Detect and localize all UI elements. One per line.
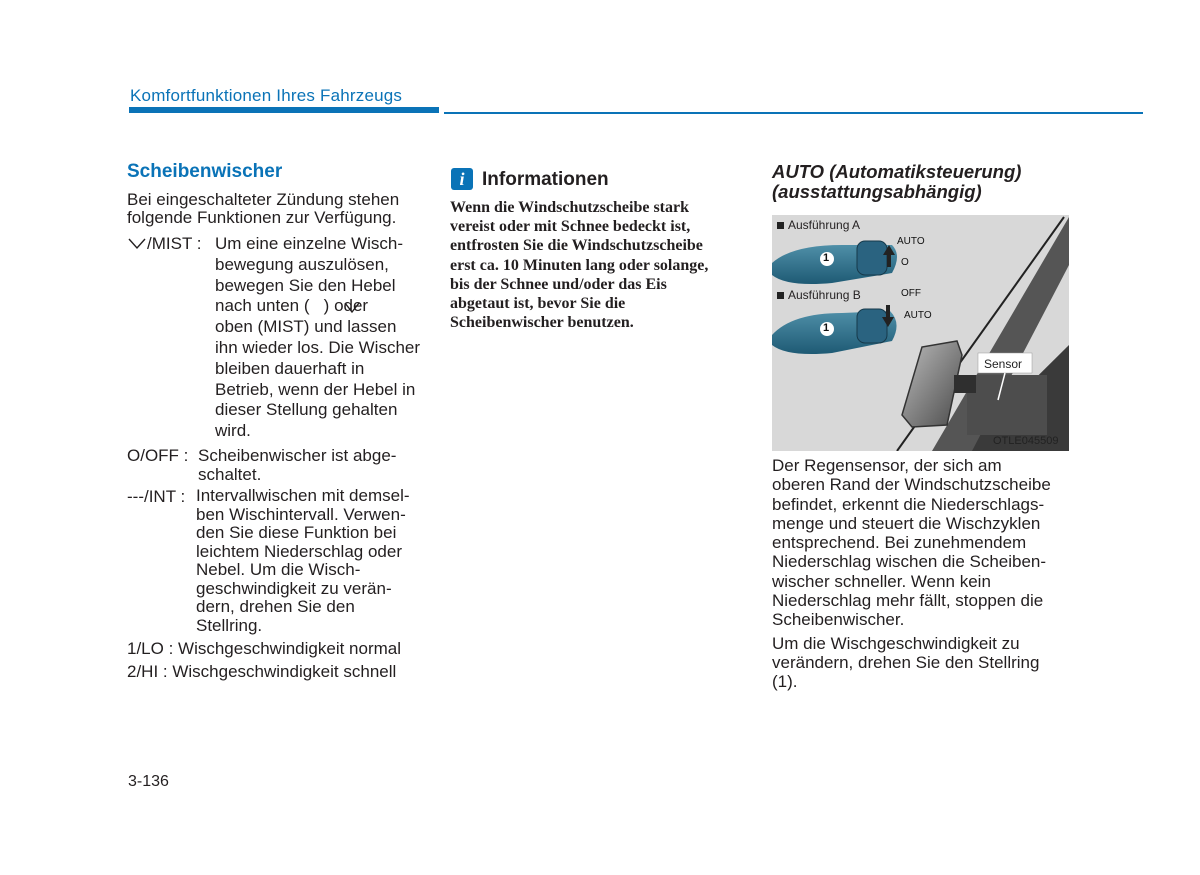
lever-a-auto-label: AUTO xyxy=(897,236,925,247)
int-line: ben Wischintervall. Verwen- xyxy=(196,504,406,524)
lever-b-off-label: OFF xyxy=(901,288,921,299)
info-line: bis der Schnee und/oder das Eis xyxy=(450,275,667,293)
info-line: erst ca. 10 Minuten lang oder solange, xyxy=(450,256,709,274)
header-rule-thin xyxy=(444,112,1143,114)
variant-b-label: Ausführung B xyxy=(777,288,861,302)
running-header: Komfortfunktionen Ihres Fahrzeugs xyxy=(130,86,403,105)
para1-line: menge und steuert die Wischzyklen xyxy=(772,513,1041,533)
off-line: Scheibenwischer ist abge- xyxy=(198,446,397,465)
auto-heading xyxy=(772,162,1072,202)
bullet-square-icon xyxy=(777,292,784,299)
chevron-down-icon xyxy=(127,236,147,250)
mist-line: ihn wieder los. Die Wischer xyxy=(215,337,421,357)
mode-term-off: O/OFF : xyxy=(127,446,189,465)
mode-def-off xyxy=(198,446,423,484)
info-line: entfrosten Sie die Windschutzscheibe xyxy=(450,237,703,255)
para1-line: Niederschlag wischen die Scheiben- xyxy=(772,552,1047,572)
auto-heading-line: AUTO (Automatiksteuerung) xyxy=(772,161,1022,182)
mode-def-mist xyxy=(215,234,423,442)
ring-b-label: 1 xyxy=(823,322,830,334)
para1-line: Scheibenwischer. xyxy=(772,610,905,630)
ring-a-label: 1 xyxy=(823,252,830,264)
page-number: 3-136 xyxy=(128,773,169,790)
mist-line: dieser Stellung gehalten xyxy=(215,400,398,420)
mode-term-int: ---/INT : xyxy=(127,487,186,506)
figure-code: OTLE045509 xyxy=(993,435,1059,447)
int-line: geschwindigkeit zu verän- xyxy=(196,578,392,598)
sensor-label: Sensor xyxy=(984,357,1023,371)
lever-a-off-label: O xyxy=(901,257,909,268)
int-line: Stellring. xyxy=(196,615,263,635)
int-line: Intervallwischen mit demsel- xyxy=(196,486,410,505)
mist-line: bewegen Sie den Hebel xyxy=(215,275,396,295)
info-line: abgetaut ist, bevor Sie die xyxy=(450,295,626,313)
mist-line: bewegung auszulösen, xyxy=(215,254,389,274)
info-line: Scheibenwischer benutzen. xyxy=(450,314,634,332)
mode-term-mist xyxy=(127,234,201,255)
mode-hi: 2/HI : Wischgeschwindigkeit schnell xyxy=(127,662,397,681)
para1-line: befindet, erkennt die Niederschlags- xyxy=(772,494,1045,514)
mist-line: bleiben dauerhaft in xyxy=(215,358,365,378)
int-line: leichtem Niederschlag oder xyxy=(196,541,402,561)
int-line: Nebel. Um die Wisch- xyxy=(196,560,361,579)
bullet-square-icon xyxy=(777,222,784,229)
para2-line: verändern, drehen Sie den Stellring xyxy=(772,652,1040,672)
lever-b-auto-label: AUTO xyxy=(904,310,932,321)
rain-sensor-figure xyxy=(772,215,1069,451)
para2-line: (1). xyxy=(772,672,798,692)
info-body xyxy=(450,198,746,332)
mist-line-with-icon: nach unten ( ) oder xyxy=(215,296,369,316)
para2-line: Um die Wischgeschwindigkeit zu xyxy=(772,633,1020,653)
mode-lo: 1/LO : Wischgeschwindigkeit normal xyxy=(127,639,402,658)
int-line: dern, drehen Sie den xyxy=(196,597,355,616)
para1-line: wischer schneller. Wenn kein xyxy=(772,571,991,591)
para1-line: entsprechend. Bei zunehmendem xyxy=(772,533,1027,553)
section-heading: Scheibenwischer xyxy=(127,161,283,182)
para1-line: Niederschlag mehr fällt, stoppen die xyxy=(772,591,1044,611)
mode-def-int xyxy=(196,487,423,635)
chevron-down-icon xyxy=(343,300,361,314)
auto-heading-line: (ausstattungsabhängig) xyxy=(772,181,982,202)
figure-illustration xyxy=(772,215,1069,451)
info-icon: i xyxy=(451,168,473,190)
mist-line: Betrieb, wenn der Hebel in xyxy=(215,379,416,399)
para1-line: oberen Rand der Windschutzscheibe xyxy=(772,475,1051,495)
para1-line: Der Regensensor, der sich am xyxy=(772,456,1002,475)
header-rule-thick xyxy=(129,107,439,113)
rain-sensor-paragraph xyxy=(772,456,1068,692)
mist-line: oben (MIST) und lassen xyxy=(215,317,397,337)
variant-a-label: Ausführung A xyxy=(777,218,860,232)
info-title: Informationen xyxy=(482,169,609,190)
info-line: vereist oder mit Schnee bedeckt ist, xyxy=(450,218,691,236)
mist-line: Um eine einzelne Wisch- xyxy=(215,234,404,253)
mist-line: wird. xyxy=(215,421,251,441)
intro-paragraph: Bei eingeschalteter Zündung stehen folgende Funktionen zur Verfügung. xyxy=(127,190,400,227)
mode-term-mist-label: /MIST : xyxy=(147,234,202,253)
info-line: Wenn die Windschutzscheibe stark xyxy=(450,199,690,216)
off-line: schaltet. xyxy=(198,465,262,484)
int-line: den Sie diese Funktion bei xyxy=(196,523,397,542)
